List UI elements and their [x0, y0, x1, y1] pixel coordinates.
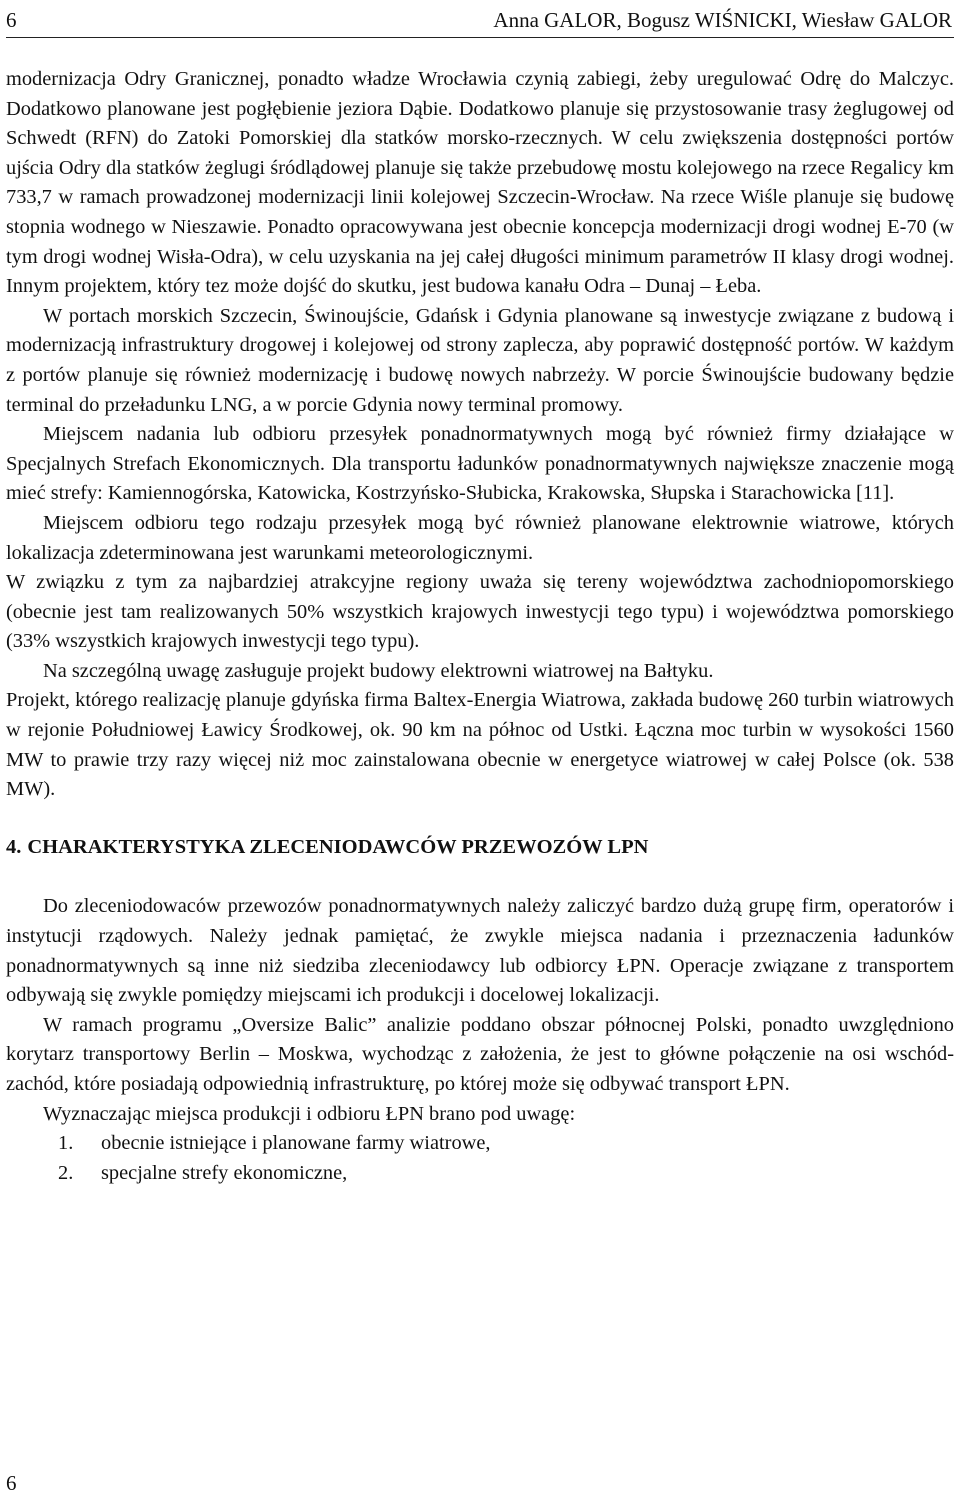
- paragraph: Na szczególną uwagę zasługuje projekt budowy elektrowni wiatrowej na Bałtyku.: [43, 659, 714, 682]
- section-number: 4.: [6, 835, 22, 858]
- paragraph: W ramach programu „Oversize Balic” analizie poddano obszar północnej Polski, ponadto uwzględniono korytarz transportowy Berlin – Moskwa, wychodząc z założenia, że jest to główne połączenie na osi wschód-zachód, które posiadają odpowiednią infrastrukturę, po której może się odbywać transport ŁPN.: [6, 1013, 954, 1095]
- paragraph: Do zleceniodowaców przewozów ponadnormatywnych należy zaliczyć bardzo dużą grupę firm, operatorów i instytucji rządowych. Należy jednak pamiętać, że zwykle miejsca nadania i przeznaczenia ładunków ponadnormatywnych są inne niż siedziba zleceniodawcy lub odbiorcy ŁPN. Operacje związane z transportem odbywają się zwykle pomiędzy miejscami ich produkcji i docelowej lokalizacji.: [6, 895, 954, 1007]
- list-item-text: specjalne strefy ekonomiczne,: [101, 1161, 348, 1184]
- body-text: [6, 65, 954, 1188]
- section-title: CHARAKTERYSTYKA ZLECENIODAWCÓW PRZEWOZÓW LPN: [27, 835, 649, 858]
- paragraph: Miejscem nadania lub odbioru przesyłek ponadnormatywnych mogą być również firmy działające w Specjalnych Strefach Ekonomicznych. Dla transportu ładunków ponadnormatywnych największe znaczenie mogą mieć strefy: Kamiennogórska, Katowicka, Kostrzyńsko-Słubicka, Krakowska, Słupska i Starachowicka [11].: [6, 423, 954, 505]
- paragraph: modernizacja Odry Granicznej, ponadto władze Wrocławia czynią zabiegi, żeby uregulować Odrę do Malczyc. Dodatkowo planowane jest pogłębienie jeziora Dąbie. Dodatkowo planuje się przystosowanie trasy żeglugowej od Schwedt (RFN) do Zatoki Pomorskiej dla statków morsko-rzecznych. W celu zwiększenia dostępności portów ujścia Odry dla statków żeglugi śródlądowej planuje się także przebudowę mostu kolejowego na rzece Regalicy km 733,7 w ramach prowadzonej modernizacji linii kolejowej Szczecin-Wrocław. Na rzece Wiśle planuje się budowę stopnia wodnego w Nieszawie. Ponadto opracowywana jest obecnie koncepcja modernizacji drogi wodnej E-70 (w tym drogi wodnej Wisła-Odra), w celu uzyskania na jej całej długości minimum parametrów II klasy drogi wodnej. Innym projektem, który tez może dojść do skutku, jest budowa kanału Odra – Dunaj – Łeba.: [6, 68, 954, 298]
- numbered-list: [6, 1129, 954, 1188]
- running-header: [6, 5, 954, 38]
- paragraph: W związku z tym za najbardziej atrakcyjne regiony uważa się tereny województwa zachodniopomorskiego (obecnie jest tam realizowanych 50% wszystkich krajowych inwestycji tego typu) i województwa pomorskiego (33% wszystkich krajowych inwestycji tego typu).: [6, 571, 954, 653]
- footer-page-number: 6: [6, 1471, 17, 1495]
- paragraph: Miejscem odbioru tego rodzaju przesyłek mogą być również planowane elektrownie wiatrowe, których lokalizacja zdeterminowana jest warunkami meteorologicznymi.: [6, 511, 954, 564]
- list-item: [6, 1129, 954, 1159]
- header-authors: Anna GALOR, Bogusz WIŚNICKI, Wiesław GALOR: [493, 8, 952, 32]
- header-page-number: 6: [6, 8, 17, 32]
- list-item: [6, 1159, 954, 1189]
- list-item-number: 1.: [58, 1132, 74, 1155]
- paragraph: Wyznaczając miejsca produkcji i odbioru ŁPN brano pod uwagę:: [43, 1102, 576, 1125]
- list-item-text: obecnie istniejące i planowane farmy wiatrowe,: [101, 1132, 491, 1155]
- paragraph: W portach morskich Szczecin, Świnoujście, Gdańsk i Gdynia planowane są inwestycje związane z budową i modernizacją infrastruktury drogowej i kolejowej od strony zaplecza, aby poprawić dostępność portów. W każdym z portów planuje się również modernizację i budowę nowych nabrzeży. W porcie Świnoujście budowany będzie terminal do przeładunku LNG, a w porcie Gdynia nowy terminal promowy.: [6, 304, 954, 416]
- section-heading: [6, 833, 954, 863]
- paragraph: Projekt, którego realizację planuje gdyńska firma Baltex-Energia Wiatrowa, zakłada budowę 260 turbin wiatrowych w rejonie Południowej Ławicy Środkowej, ok. 90 km na północ od Ustki. Łączna moc turbin w wysokości 1560 MW to prawie trzy razy więcej niż moc zainstalowana obecnie w energetyce wiatrowej w całej Polsce (ok. 538 MW).: [6, 689, 954, 801]
- list-item-number: 2.: [58, 1161, 74, 1184]
